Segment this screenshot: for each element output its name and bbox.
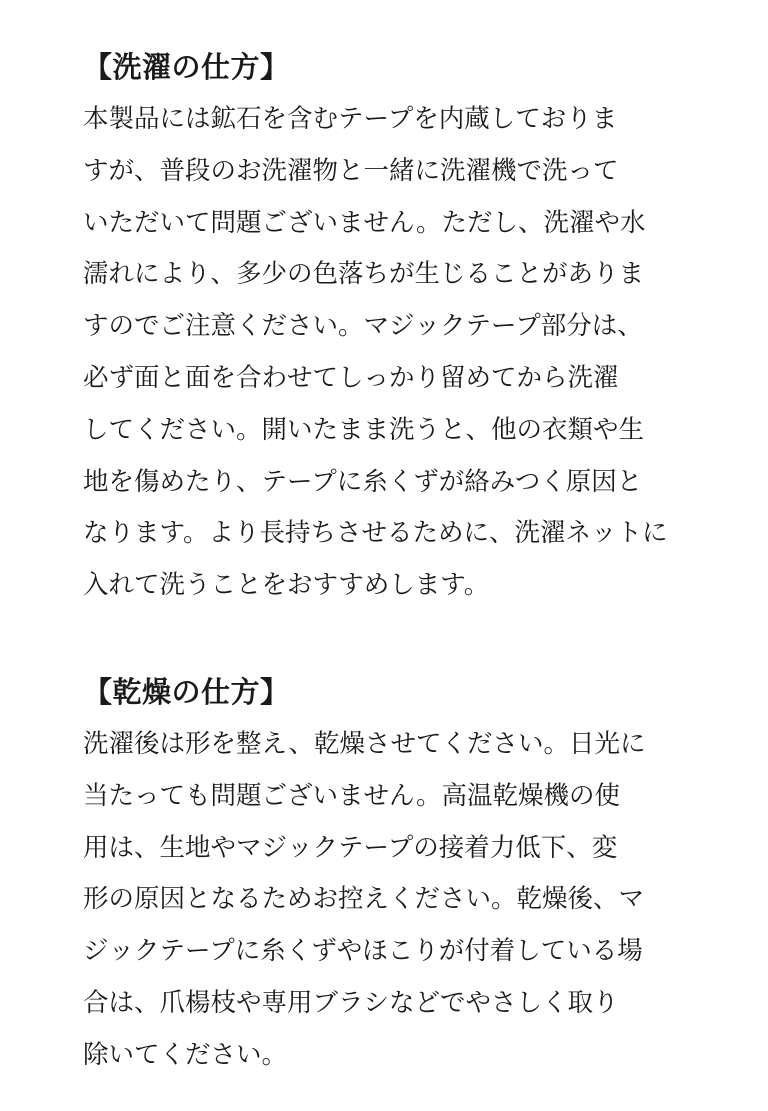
drying-line: 形の原因となるためお控えください。乾燥後、マ bbox=[83, 884, 645, 915]
drying-line: 除いてください。 bbox=[83, 1039, 288, 1070]
washing-line: いただいて問題ございません。ただし、洗濯や水 bbox=[83, 207, 646, 238]
drying-line: 用は、生地やマジックテープの接着力低下、変 bbox=[83, 832, 618, 863]
washing-section bbox=[83, 45, 703, 612]
drying-body bbox=[83, 719, 703, 1082]
washing-line: 本製品には鉱石を含むテープを内蔵しておりま bbox=[83, 104, 618, 134]
care-instructions bbox=[83, 45, 703, 1082]
drying-line: ジックテープに糸くずやほこりが付着している場 bbox=[83, 936, 643, 967]
washing-line: 濡れにより、多少の色落ちが生じることがありま bbox=[83, 259, 645, 290]
washing-line: なります。より長持ちさせるために、洗濯ネットに bbox=[83, 518, 668, 549]
drying-section bbox=[83, 670, 703, 1082]
washing-heading: 【洗濯の仕方】 bbox=[83, 50, 290, 84]
washing-line: すのでご注意ください。マジックテープ部分は、 bbox=[83, 311, 643, 342]
washing-body bbox=[83, 94, 703, 612]
drying-line: 当たっても問題ございません。高温乾燥機の使 bbox=[83, 780, 621, 811]
washing-line: 地を傷めたり、テープに糸くずが絡みつく原因と bbox=[83, 466, 643, 497]
washing-line: 入れて洗うことをおすすめします。 bbox=[83, 570, 490, 601]
drying-line: 洗濯後は形を整え、乾燥させてください。日光に bbox=[83, 728, 646, 759]
washing-line: してください。開いたまま洗うと、他の衣類や生 bbox=[83, 414, 645, 445]
washing-line: 必ず面と面を合わせてしっかり留めてから洗濯 bbox=[83, 362, 619, 393]
washing-line: すが、普段のお洗濯物と一緒に洗濯機で洗って bbox=[83, 155, 619, 186]
drying-line: 合は、爪楊枝や専用ブラシなどでやさしく取り bbox=[83, 987, 619, 1018]
drying-heading: 【乾燥の仕方】 bbox=[83, 674, 290, 709]
